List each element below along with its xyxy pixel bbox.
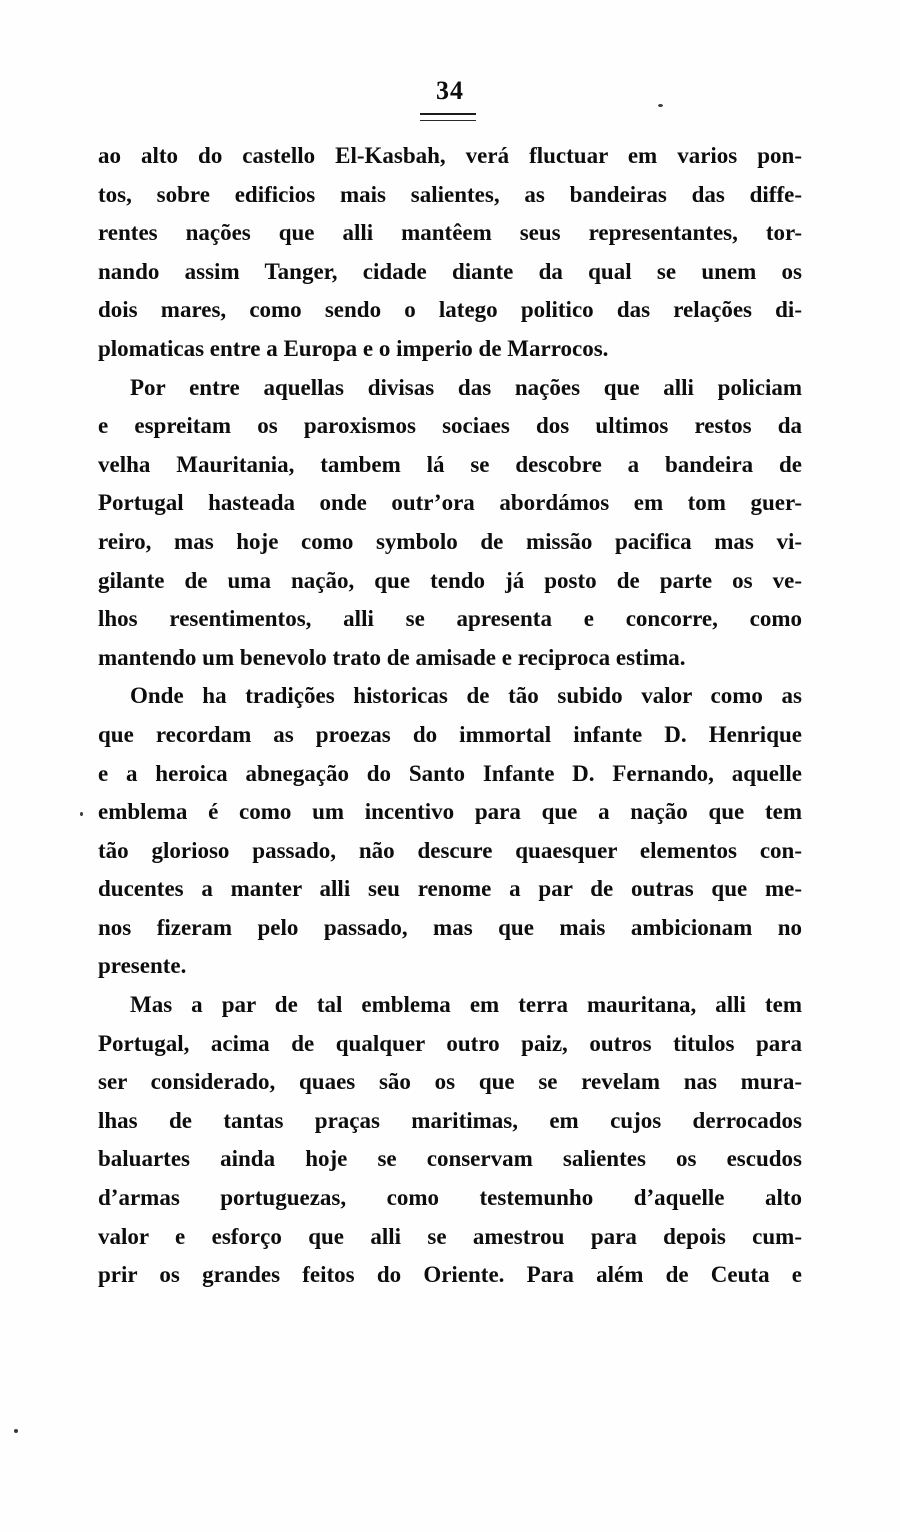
text-line: mantendo um benevolo trato de amisade e reciproca estima. bbox=[98, 644, 686, 670]
paragraph bbox=[98, 677, 802, 986]
text-line: velha Mauritania, tambem lá se descobre a bandeira de bbox=[98, 451, 802, 477]
text-line: d’armas portuguezas, como testemunho d’aquelle alto bbox=[98, 1185, 802, 1211]
text-line: lhos resentimentos, alli se apresenta e concorre, como bbox=[98, 606, 802, 632]
text-line: Portugal hasteada onde outr’ora abordámos em tom guer- bbox=[98, 490, 802, 516]
text-line: que recordam as proezas do immortal infante D. Henrique bbox=[98, 721, 802, 747]
text-line: nando assim Tanger, cidade diante da qual se unem os bbox=[98, 258, 802, 284]
text-line: tão glorioso passado, não descure quaesquer elementos con- bbox=[98, 837, 802, 863]
text-block bbox=[98, 137, 802, 1295]
text-line: tos, sobre edificios mais salientes, as bandeiras das diffe- bbox=[98, 181, 802, 207]
text-line: nos fizeram pelo passado, mas que mais ambicionam no bbox=[98, 914, 802, 940]
text-line: rentes nações que alli mantêem seus representantes, tor- bbox=[98, 220, 802, 246]
text-line: ducentes a manter alli seu renome a par de outras que me- bbox=[98, 876, 802, 902]
text-line: e a heroica abnegação do Santo Infante D. Fernando, aquelle bbox=[98, 760, 802, 786]
text-line: ser considerado, quaes são os que se revelam nas mura- bbox=[98, 1069, 802, 1095]
text-line: e espreitam os paroxismos sociaes dos ultimos restos da bbox=[98, 413, 802, 439]
text-line: baluartes ainda hoje se conservam salientes os escudos bbox=[98, 1146, 802, 1172]
paragraph bbox=[98, 137, 802, 369]
page-number-rule bbox=[420, 113, 476, 121]
paragraph bbox=[98, 986, 802, 1295]
paragraph bbox=[98, 369, 802, 678]
text-line: Onde ha tradições historicas de tão subido valor como as bbox=[130, 683, 802, 709]
scan-speck bbox=[14, 1429, 18, 1433]
text-line: ao alto do castello El-Kasbah, verá fluctuar em varios pon- bbox=[98, 143, 802, 168]
text-line: emblema é como um incentivo para que a nação que tem bbox=[98, 799, 802, 825]
text-line: Portugal, acima de qualquer outro paiz, outros titulos para bbox=[98, 1030, 802, 1056]
page-number: 34 bbox=[436, 76, 464, 105]
text-line: lhas de tantas praças maritimas, em cujos derrocados bbox=[98, 1107, 802, 1133]
text-line: valor e esforço que alli se amestrou para depois cum- bbox=[98, 1223, 802, 1249]
text-line: dois mares, como sendo o latego politico das relações di- bbox=[98, 297, 802, 323]
text-line: Mas a par de tal emblema em terra mauritana, alli tem bbox=[130, 992, 802, 1018]
text-line: reiro, mas hoje como symbolo de missão pacifica mas vi- bbox=[98, 528, 802, 554]
text-line: prir os grandes feitos do Oriente. Para além de Ceuta e bbox=[98, 1262, 802, 1288]
text-line: presente. bbox=[98, 953, 187, 979]
text-line: gilante de uma nação, que tendo já posto de parte os ve- bbox=[98, 567, 802, 593]
text-line: plomaticas entre a Europa e o imperio de Marrocos. bbox=[98, 335, 609, 361]
scan-speck bbox=[80, 812, 83, 816]
text-line: Por entre aquellas divisas das nações que alli policiam bbox=[130, 374, 802, 400]
scan-speck bbox=[658, 104, 663, 107]
